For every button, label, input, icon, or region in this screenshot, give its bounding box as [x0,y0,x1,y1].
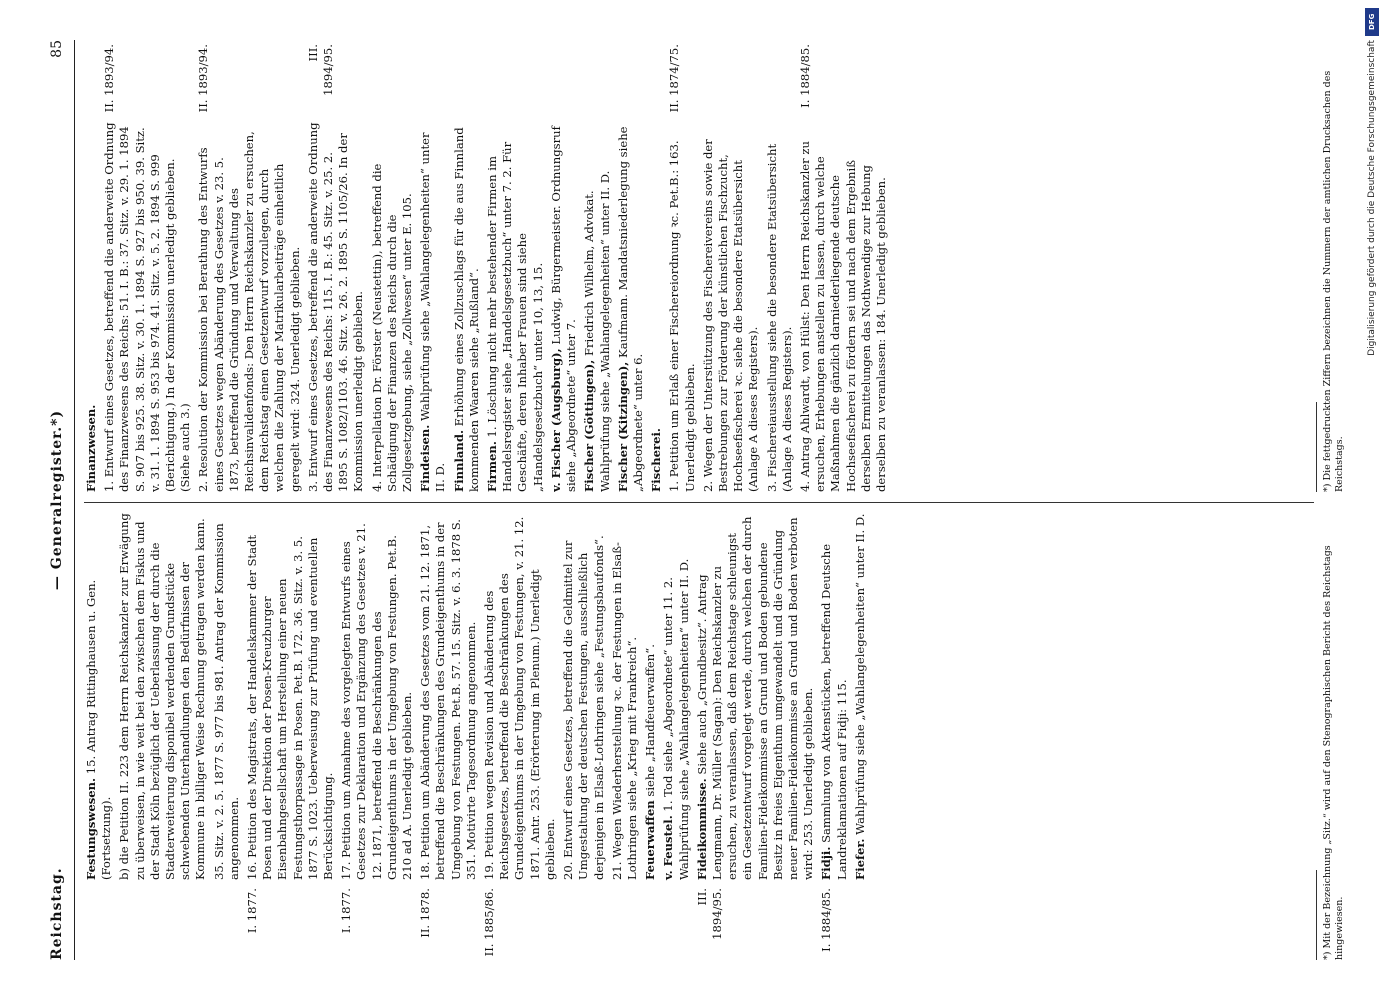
entry-text: 4. Interpellation Dr. Förster (Neustettin), betreffend die Schädigung der Finanzen des Reichs durch die Zollgesetzgebung, siehe „Zollwesen“ unter E. 105. [369,163,415,492]
footnote-rule-left [1316,870,1317,960]
entry-text: Kaufmann. Mandatsniederlegung siehe „Abgeordnete“ unter 6. [615,126,645,492]
session-marginal: II. 1878. [418,888,433,938]
entry-text: 21. Wegen Wiederherstellung ꝛc. der Festungen in Elsaß-Lothringen siehe „Krieg mit Frankreich“. [609,542,639,880]
entry-heading: Fischer (Kitzingen), [615,361,630,492]
register-entry [370,44,416,492]
entry-heading: Feuerwaffen [643,800,658,880]
entry-text: Wahlprüfung siehe „Wahlangelegenheiten“ unter II. D. [418,132,448,492]
entry-text: 18. Petition um Abänderung des Gesetzes vom 21. 12. 1871, betreffend die Beschränkungen des Grundeigenthums in der Umgebung von Festungen. Pet.B. 57. 15. Sitz. v. 6. 3. 1878 S. 351. Motivirte Tagesordnung angenommen. [418,519,478,880]
entry-text: 35. Sitz. v. 2. 5. 1877 S. 977 bis 981. Antrag der Kommission angenommen. [211,523,241,880]
running-head [40,40,75,960]
entry-heading: Fiefer. [852,838,867,880]
entry-text: Sammlung von Aktenstücken, betreffend Deutsche Landreklamationen auf Fidji: 115. [819,543,849,880]
register-entry [418,44,448,492]
entry-text: siehe „Handfeuerwaffen“. [643,644,658,797]
dfg-logo: DFG [1365,8,1379,36]
entry-text: 17. Petition um Annahme des vorgelegten Entwurfs eines Gesetzes zur Deklaration und Ergänzung des Gesetzes v. 21. 12. 1871, betreffend die Beschränkungen des Grundeigenthums in der Umgebung von Festungen. Pet.B. 210 ad A. Unerledigt geblieben. [339,523,415,880]
session-marginal: II. 1893/94. [102,44,117,113]
register-entry [102,44,193,492]
register-entry [582,44,612,492]
register-entry [649,44,664,492]
entry-text: 15. Antrag Rittinghausen u. Gen. (Fortsetzung). [84,579,114,880]
footnote-rule-right [1316,402,1317,492]
session-marginal: I. 1884/85. [819,888,834,952]
entry-text: Erhöhung eines Zollzuschlags für die aus Finnland kommenden Waaren siehe „Rußland“. [451,127,481,492]
entry-heading: Fischer (Göttingen), [582,359,597,492]
entry-text: 16. Petition des Magistrats, der Handelskammer der Stadt Posen und der Direktion der Posen-Kreuzburger Eisenbahngesellschaft um Herstellung einer neuen Festungsthorpassage in Posen. Pet.B. 172. 36. Sitz. v. 3. 5. 1877 S. 1023. Ueberweisung zur Prüfung und eventuellen Berücksichtigung. [245,534,336,880]
register-entry [212,512,242,960]
entry-text: 3. Entwurf eines Gesetzes, betreffend die anderweite Ordnung des Finanzwesens des Reichs: 115. I. B.: 45. Sitz. v. 25. 2. 1895 S. 1082/1103. 46. Sitz. v. 26. 2. 1895 S. 1105/26. In der Kommission unerledigt geblieben. [305,122,366,492]
register-entry [84,44,99,492]
register-entry [819,512,849,960]
register-entry [418,512,479,960]
running-head-left: Reichstag. [49,867,65,960]
session-marginal: I. 1877. [245,888,260,934]
session-marginal: I. 1877. [339,888,354,934]
entry-heading: v. Fischer (Augsburg), [548,348,563,492]
entry-heading: Fideikommisse. [694,778,709,880]
register-entry [661,512,691,960]
footnote-left: *) Mit der Bezeichnung „Sitz.“ wird auf den Stenographischen Bericht des Reichstags hingewiesen. [1322,545,1345,960]
left-column [84,512,1314,960]
entry-text: Wahlprüfung siehe „Wahlangelegenheiten“ unter II. D. [852,513,867,835]
entry-text: 1. Petition um Erlaß einer Fischereiordnung ꝛc. Pet.B.: 163. Unerledigt geblieben. [667,140,697,492]
register-entry [561,512,607,960]
session-marginal: II. 1893/94. [196,44,211,113]
session-marginal: III. 1894/95. [305,44,336,96]
register-entry [482,512,558,960]
register-entry [485,44,546,492]
register-entry [798,44,889,492]
running-head-center: — Generalregister.*) [49,409,65,591]
register-entry [701,44,762,492]
register-entry [339,512,415,960]
entry-heading: Findeisen. [418,424,433,492]
entry-text: 4. Antrag Ahlwardt, von Hülst: Den Herrn Reichskanzler zu ersuchen, Erhebungen anstellen zu lassen, durch welche Maßnahmen die gänzlich darniederliegende deutsche Hochseefischerei zu fördern sei und nach dem Ergebniß derselben Ermittelungen das Nothwendige zur Hebung derselben zu veranlassen: 184. Unerledigt geblieben. [797,141,888,492]
entry-heading: Firmen. [485,441,500,492]
session-marginal: II. 1874/75. [667,44,682,113]
entry-text: 1. Entwurf eines Gesetzes, betreffend die anderweite Ordnung des Finanzwesens des Reichs: 51. I. B.: 37. Sitz. v. 29. 1. 1894 S. 907 bis 925. 38. Sitz. v. 30. 1. 1894 S. 927 bis 950. 39. Sitz. v. 31. 1. 1894 S. 953 bis 974. 41. Sitz. v. 5. 2. 1894 S. 999 (Berichtigung.) In der Kommission unerledigt geblieben. (Siehe auch 3.) [102,122,193,492]
entry-text: 2. Resolution der Kommission bei Berathung des Entwurfs eines Gesetzes wegen Abänderung des Gesetzes v. 23. 5. 1873, betreffend die Gründung und Verwaltung des Reichsinvalidenfonds: Den Herrn Reichskanzler zu ersuchen, dem Reichstag einen Gesetzentwurf vorzulegen, durch welchen die Zahlung der Matrikularbeiträge einheitlich geregelt wird: 324. Unerledigt geblieben. [196,131,302,492]
register-entry [84,512,114,960]
register-entry [117,512,208,960]
register-entry [549,44,579,492]
digitization-credit: Digitalisierung gefördert durch die Deutsche Forschungsgemeinschaft [1367,40,1377,356]
entry-text: 19. Petition wegen Revision und Abänderung des Reichsgesetzes, betreffend die Beschränkungen des Grundeigenthums in der Umgebung von Festungen, v. 21. 12. 1871. Antr. 253. (Erörterung im Plenum.) Unerledigt geblieben. [482,516,557,880]
session-marginal: II. 1885/86. [482,888,497,957]
entry-heading: Fidji. [819,846,834,880]
entry-heading: Festungswesen. [84,777,98,880]
register-entry [695,512,817,960]
entry-heading: Finnland. [451,430,466,492]
register-entry [643,512,658,960]
register-entry [667,44,697,492]
register-entry [452,44,482,492]
register-entry [853,512,868,960]
entry-text: Friedrich Wilhelm, Advokat. Wahlprüfung siehe „Wahlangelegenheiten“ unter II. D. [582,170,612,492]
entry-text: Siehe auch „Grundbesitz“. Antrag Lengmann, Dr. Müller (Sagan): Den Reichskanzler zu ersuchen, zu veranlassen, daß dem Reichstage schleunigst ein Gesetzentwurf vorgelegt werde, durch welchen der durch Familien-Fideikommisse an Grund und Boden gebundene Besitz in freies Eigenthum umgewandelt und die Gründung neuer Familien-Fideikommisse an Grund und Boden verboten wird: 253. Unerledigt geblieben. [694,516,816,880]
entry-heading: Fischerei. [649,428,664,492]
right-column [84,44,1314,492]
entry-text: 3. Fischereiausstellung siehe die besondere Etatsübersicht (Anlage A dieses Registers). [764,143,794,492]
footnote-right: *) Die fettgedruckten Ziffern bezeichnen die Nummern der amtlichen Drucksachen des Reichstags. [1322,70,1345,492]
register-entry [765,44,795,492]
register-entry [306,44,367,492]
entry-text: 2. Wegen der Unterstützung des Fischereivereins sowie der Bestrebungen zur Förderung der künstlichen Fischzucht, Hochseefischerei ꝛc. siehe die besondere Etatsübersicht (Anlage A dieses Registers). [700,139,761,492]
register-entry [616,44,646,492]
entry-text: 1. Löschung nicht mehr bestehender Firmen im Handelsregister siehe „Handelsgesetzbuch“ unter 7. 2. Für Geschäfte, deren Inhaber Frauen sind siehe „Handelsgesetzbuch“ unter 10, 13, 15. [485,141,545,492]
column-divider [84,502,1314,503]
register-entry [196,44,302,492]
entry-heading: Finanzwesen. [84,404,98,492]
entry-text: 1. Tod siehe „Abgeordnete“ unter 11. 2. Wahlprüfung siehe „Wahlangelegenheiten“ unter II. D. [661,558,691,880]
entry-text: 20. Entwurf eines Gesetzes, betreffend die Geldmittel zur Umgestaltung der deutschen Festungen, ausschließlich derjenigen in Elsaß-Lothringen siehe „Festungsbaufonds“. [561,535,606,880]
entry-heading: v. Feustel. [661,815,676,880]
register-entry [245,512,336,960]
register-entry [610,512,640,960]
session-marginal: I. 1884/85. [797,44,812,108]
entry-text: b) die Petition II. 223 dem Herrn Reichskanzler zur Erwägung zu überweisen, in wie weit bei den zwischen dem Fiskus und der Stadt Köln bezüglich der Ueberlassung der durch die Stadterweiterung disponibel werdenden Grundstücke schwebenden Unterhandlungen den Bedürfnissen der Kommune in billiger Weise Rechnung getragen werden kann. [117,513,208,880]
page-number: 85 [49,40,65,58]
entry-text: Ludwig, Bürgermeister. Ordnungsruf siehe „Abgeordnete“ unter 7. [548,126,579,492]
session-marginal: III. 1894/95. [694,888,724,940]
